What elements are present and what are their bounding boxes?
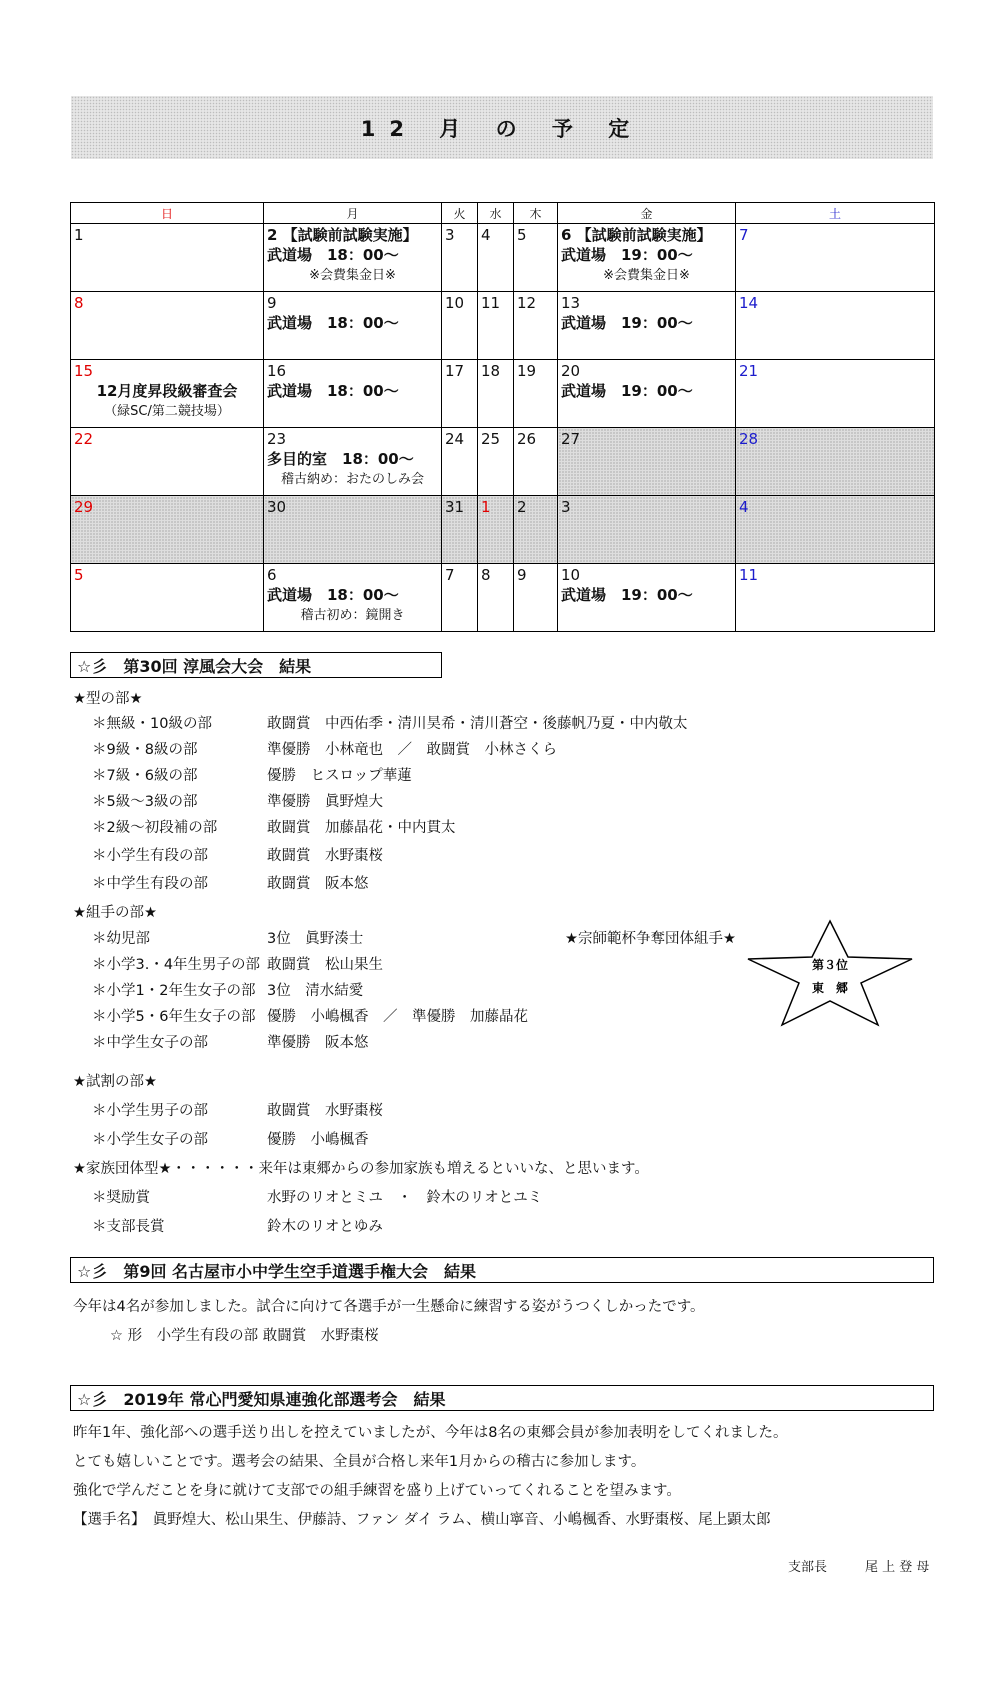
athlete-names: 【選手名】 眞野煌大、松山果生、伊藤詩、ファン ダイ ラム、横山寧音、小嶋楓香、水野棗桜、尾上顕太郎 bbox=[73, 1512, 771, 1528]
event: 武道場 19：00～ bbox=[561, 382, 693, 400]
header-sun: 日 bbox=[71, 203, 264, 224]
calendar-week bbox=[71, 292, 935, 360]
result-label: ＊中学生女子の部 bbox=[92, 1035, 208, 1051]
calendar-cell-shaded bbox=[558, 428, 736, 496]
calendar-week bbox=[71, 428, 935, 496]
day-number: 19 bbox=[517, 362, 537, 380]
star-rank: 第３位 bbox=[811, 958, 849, 972]
result-value: 敢闘賞 水野棗桜 bbox=[267, 1103, 383, 1119]
day-number: 8 bbox=[481, 566, 491, 584]
calendar-cell bbox=[71, 360, 264, 428]
calendar-cell bbox=[558, 564, 736, 632]
calendar-week bbox=[71, 564, 935, 632]
result-label: ＊7級・6級の部 bbox=[92, 768, 198, 784]
result-value: 敢闘賞 中西佑季・清川昊希・清川蒼空・後藤帆乃夏・中内敬太 bbox=[267, 716, 688, 732]
day-number: 3 bbox=[561, 498, 571, 516]
section-item: ☆ 形 小学生有段の部 敢闘賞 水野棗桜 bbox=[110, 1328, 379, 1344]
result-label: ＊奨励賞 bbox=[92, 1190, 150, 1206]
day-number: 2 bbox=[517, 498, 527, 516]
day-number: 12 bbox=[517, 294, 537, 312]
event: 12月度昇段級審査会 bbox=[96, 382, 238, 400]
calendar-cell bbox=[264, 360, 442, 428]
calendar-cell bbox=[71, 292, 264, 360]
result-value: 3位 清水結愛 bbox=[267, 983, 364, 999]
calendar-table bbox=[70, 202, 935, 632]
section-text: 強化で学んだことを身に就けて支部での組手練習を盛り上げていってくれることを望みます。 bbox=[73, 1483, 681, 1499]
event: 武道場 18：00～ bbox=[267, 246, 399, 264]
day-number: 14 bbox=[739, 294, 759, 312]
day-number: 1 bbox=[481, 498, 491, 516]
day-number: 24 bbox=[445, 430, 465, 448]
section-title: ☆彡 第30回 淳風会大会 結果 bbox=[77, 656, 312, 676]
header-fri: 金 bbox=[558, 203, 736, 224]
section-text: 今年は4名が参加しました。試合に向けて各選手が一生懸命に練習する姿がうつくしかったです。 bbox=[73, 1299, 705, 1315]
day-number: 4 bbox=[481, 226, 491, 244]
calendar-cell bbox=[514, 564, 558, 632]
result-value: 準優勝 小林竜也 ／ 敢闘賞 小林さくら bbox=[267, 742, 557, 758]
day-number: 5 bbox=[74, 566, 84, 584]
day-number: 4 bbox=[739, 498, 749, 516]
event: 武道場 19：00～ bbox=[561, 246, 693, 264]
day-number: 26 bbox=[517, 430, 537, 448]
section-heading bbox=[70, 1257, 934, 1283]
calendar-week bbox=[71, 224, 935, 292]
result-label: ＊小学生男子の部 bbox=[92, 1103, 208, 1119]
day-number: 18 bbox=[481, 362, 501, 380]
event: 武道場 19：00～ bbox=[561, 314, 693, 332]
day-number: 10 bbox=[445, 294, 465, 312]
result-label: ＊小学5・6年生女子の部 bbox=[92, 1009, 256, 1025]
header-tue: 火 bbox=[442, 203, 478, 224]
day-number: 13 bbox=[561, 294, 581, 312]
day-number: 7 bbox=[445, 566, 455, 584]
event-note: （緑SC/第二競技場） bbox=[104, 404, 230, 419]
section-title: ☆彡 第9回 名古屋市小中学生空手道選手権大会 結果 bbox=[77, 1261, 477, 1281]
day-number: 7 bbox=[739, 226, 749, 244]
calendar-cell bbox=[736, 360, 935, 428]
event: 多目的室 18：00～ bbox=[267, 450, 414, 468]
result-value: 準優勝 眞野煌大 bbox=[267, 794, 383, 810]
calendar-cell-shaded bbox=[442, 496, 478, 564]
result-value: 敢闘賞 水野棗桜 bbox=[267, 848, 383, 864]
day-number: 5 bbox=[517, 226, 527, 244]
day-number: 25 bbox=[481, 430, 501, 448]
day-number: 9 bbox=[267, 294, 277, 312]
header-thu: 木 bbox=[514, 203, 558, 224]
day-number: 22 bbox=[74, 430, 94, 448]
day-number: 1 bbox=[74, 226, 84, 244]
calendar-cell bbox=[71, 224, 264, 292]
section-text: とても嬉しいことです。選考会の結果、全員が合格し来年1月からの稽古に参加します。 bbox=[73, 1454, 646, 1470]
shiwari-heading: ★試割の部★ bbox=[73, 1074, 157, 1090]
calendar-cell-shaded bbox=[736, 496, 935, 564]
result-label: ＊中学生有段の部 bbox=[92, 876, 208, 892]
calendar-cell-shaded bbox=[558, 496, 736, 564]
calendar-cell bbox=[264, 564, 442, 632]
day-number: 9 bbox=[517, 566, 527, 584]
header-mon: 月 bbox=[264, 203, 442, 224]
calendar-cell bbox=[264, 224, 442, 292]
star-badge bbox=[745, 919, 915, 1027]
calendar-week bbox=[71, 496, 935, 564]
calendar-cell bbox=[558, 224, 736, 292]
day-number: 21 bbox=[739, 362, 759, 380]
calendar-cell bbox=[736, 564, 935, 632]
calendar-cell bbox=[71, 428, 264, 496]
calendar-cell bbox=[442, 224, 478, 292]
result-value: 優勝 小嶋楓香 bbox=[267, 1132, 369, 1148]
result-label: ＊小学生有段の部 bbox=[92, 848, 208, 864]
star-team: 東 郷 bbox=[811, 981, 849, 995]
calendar-cell-shaded bbox=[736, 428, 935, 496]
calendar-week bbox=[71, 360, 935, 428]
result-label: ＊小学生女子の部 bbox=[92, 1132, 208, 1148]
calendar-cell bbox=[478, 224, 514, 292]
calendar-cell bbox=[71, 564, 264, 632]
result-label: ＊5級～3級の部 bbox=[92, 794, 198, 810]
calendar-cell-shaded bbox=[71, 496, 264, 564]
calendar-header-row bbox=[71, 203, 935, 224]
signature-name: 尾 上 登 母 bbox=[865, 1560, 930, 1575]
day-number: 6 【試験前試験実施】 bbox=[561, 226, 712, 244]
result-label: ＊支部長賞 bbox=[92, 1219, 165, 1235]
result-value: 準優勝 阪本悠 bbox=[267, 1035, 369, 1051]
result-value: 水野のリオとミユ ・ 鈴木のリオとユミ bbox=[267, 1190, 543, 1206]
result-value: 敢闘賞 阪本悠 bbox=[267, 876, 369, 892]
calendar-cell bbox=[558, 360, 736, 428]
calendar-cell bbox=[514, 224, 558, 292]
calendar-cell bbox=[478, 564, 514, 632]
calendar-cell bbox=[736, 224, 935, 292]
kata-heading: ★型の部★ bbox=[73, 691, 143, 707]
day-number: 8 bbox=[74, 294, 84, 312]
section-text: 昨年1年、強化部への選手送り出しを控えていましたが、今年は8名の東郷会員が参加表明をしてくれました。 bbox=[73, 1425, 788, 1441]
event: 武道場 18：00～ bbox=[267, 382, 399, 400]
result-label: ＊小学1・2年生女子の部 bbox=[92, 983, 256, 999]
day-number: 15 bbox=[74, 362, 94, 380]
result-value: 優勝 小嶋楓香 ／ 準優勝 加藤晶花 bbox=[267, 1009, 528, 1025]
section-heading bbox=[70, 652, 442, 678]
day-number: 11 bbox=[481, 294, 501, 312]
result-value: 3位 眞野湊士 bbox=[267, 931, 364, 947]
result-label: ＊2級～初段補の部 bbox=[92, 820, 218, 836]
day-number: 31 bbox=[445, 498, 465, 516]
calendar-cell-shaded bbox=[264, 496, 442, 564]
day-number: 20 bbox=[561, 362, 581, 380]
day-number: 29 bbox=[74, 498, 94, 516]
event: 武道場 19：00～ bbox=[561, 586, 693, 604]
signature-role: 支部長 bbox=[788, 1560, 828, 1575]
calendar-cell bbox=[478, 360, 514, 428]
day-number: 27 bbox=[561, 430, 581, 448]
result-label: ＊幼児部 bbox=[92, 931, 150, 947]
header-wed: 水 bbox=[478, 203, 514, 224]
calendar-cell bbox=[514, 428, 558, 496]
result-value: 優勝 ヒスロップ華蓮 bbox=[267, 768, 412, 784]
result-label: ＊9級・8級の部 bbox=[92, 742, 198, 758]
result-label: ＊無級・10級の部 bbox=[92, 716, 212, 732]
event: 武道場 18：00～ bbox=[267, 314, 399, 332]
calendar-cell bbox=[264, 428, 442, 496]
result-label: ＊小学3.・4年生男子の部 bbox=[92, 957, 261, 973]
day-number: 11 bbox=[739, 566, 759, 584]
event-note: 稽古初め：鏡開き bbox=[300, 608, 405, 623]
section-title: ☆彡 2019年 常心門愛知県連強化部選考会 結果 bbox=[77, 1389, 446, 1409]
calendar-cell bbox=[514, 292, 558, 360]
day-number: 23 bbox=[267, 430, 287, 448]
calendar-cell-shaded bbox=[478, 496, 514, 564]
calendar-cell bbox=[558, 292, 736, 360]
day-number: 30 bbox=[267, 498, 287, 516]
result-value: 敢闘賞 加藤晶花・中内貫太 bbox=[267, 820, 456, 836]
event-note: ※会費集金日※ bbox=[309, 268, 396, 283]
result-value: 鈴木のリオとゆみ bbox=[267, 1219, 383, 1235]
event: 武道場 18：00～ bbox=[267, 586, 399, 604]
event-note: 稽古納め：おたのしみ会 bbox=[280, 472, 424, 487]
section-heading bbox=[70, 1385, 934, 1411]
team-kumite-label: ★宗師範杯争奪団体組手★ bbox=[565, 931, 736, 947]
calendar-cell bbox=[442, 428, 478, 496]
day-number: 28 bbox=[739, 430, 759, 448]
kumite-heading: ★組手の部★ bbox=[73, 905, 157, 921]
title-bar bbox=[71, 96, 933, 159]
result-value: 敢闘賞 松山果生 bbox=[267, 957, 383, 973]
header-sat: 土 bbox=[736, 203, 935, 224]
day-number: 16 bbox=[267, 362, 287, 380]
day-number: 10 bbox=[561, 566, 581, 584]
calendar-cell-shaded bbox=[514, 496, 558, 564]
calendar-cell bbox=[264, 292, 442, 360]
day-number: 2 【試験前試験実施】 bbox=[267, 226, 418, 244]
calendar-cell bbox=[478, 428, 514, 496]
day-number: 17 bbox=[445, 362, 465, 380]
family-heading: ★家族団体型★・・・・・・来年は東郷からの参加家族も増えるといいな、と思います。 bbox=[73, 1161, 649, 1177]
calendar-cell bbox=[514, 360, 558, 428]
calendar-cell bbox=[478, 292, 514, 360]
calendar-cell bbox=[442, 564, 478, 632]
day-number: 3 bbox=[445, 226, 455, 244]
calendar-cell bbox=[442, 292, 478, 360]
event-note: ※会費集金日※ bbox=[603, 268, 690, 283]
day-number: 6 bbox=[267, 566, 277, 584]
calendar-cell bbox=[442, 360, 478, 428]
page-title: 12 月 の 予 定 bbox=[360, 116, 644, 141]
star-shape bbox=[748, 921, 912, 1025]
calendar-cell bbox=[736, 292, 935, 360]
